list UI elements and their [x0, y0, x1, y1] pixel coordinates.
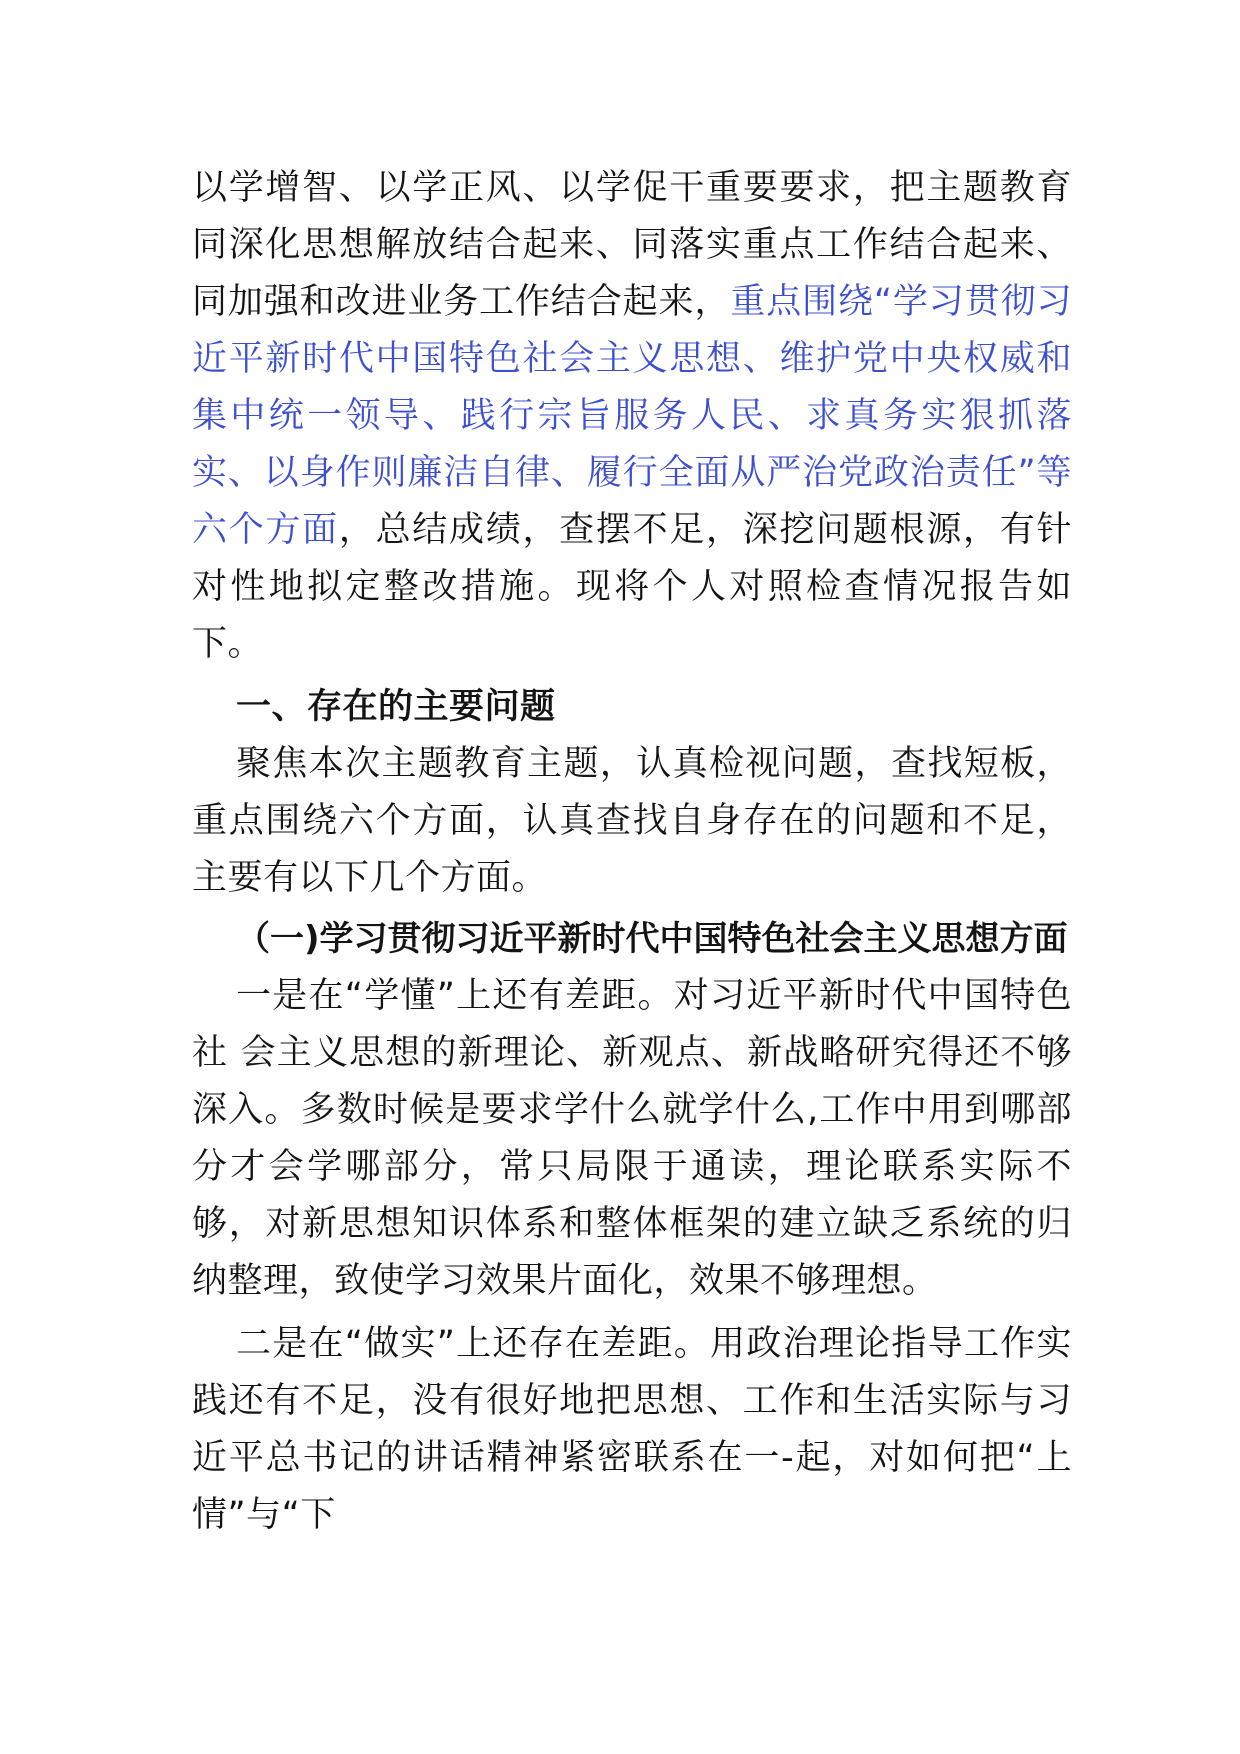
section-intro-paragraph: 聚焦本次主题教育主题，认真检视问题，查找短板，重点围绕六个方面，认真查找自身存在的问题和不足，主要有以下几个方面。: [192, 744, 1072, 898]
intro-highlight-text: 重点围绕“学习贯彻习近平新时代中国特色社会主义思想、维护党中央权威和集中统一领导、践行宗旨服务人民、求真务实狠抓落实、以身作则廉洁自律、履行全面从严治党政治责任”等六个方面: [192, 282, 1072, 550]
document-body: [192, 160, 1072, 1544]
intro-text-part2: ，总结成绩，查摆不足，深挖问题根源，有针对性地拟定整改措施。现将个人对照检查情况报告如下。: [192, 510, 1072, 664]
point-two-paragraph: 二是在“做实”上还存在差距。用政治理论指导工作实践还有不足，没有很好地把思想、工作和生活实际与习近平总书记的讲话精神紧密联系在一-起，对如何把“上情”与“下: [192, 1324, 1072, 1535]
point-one-paragraph: 一是在“学懂”上还有差距。对习近平新时代中国特色社 会主义思想的新理论、新观点、新战略研究得还不够深入。多数时候是要求学什么就学什么,工作中用到哪部分才会学哪部分，常只局限于通读，理论联系实际不够，对新思想知识体系和整体框架的建立缺乏系统的归纳整理，致使学习效果片面化，效果不够理想。: [192, 976, 1072, 1301]
intro-paragraph: [192, 160, 1072, 673]
section-heading-main-problems: 一、存在的主要问题: [236, 687, 556, 727]
subsection-heading-study-thought: （一)学习贯彻习近平新时代中国特色社会主义思想方面: [236, 919, 1068, 959]
intro-text-part1: 以学增智、以学正风、以学促干重要要求，把主题教育同深化思想解放结合起来、同落实重点工作结合起来、同加强和改进业务工作结合起来，: [192, 168, 1072, 322]
